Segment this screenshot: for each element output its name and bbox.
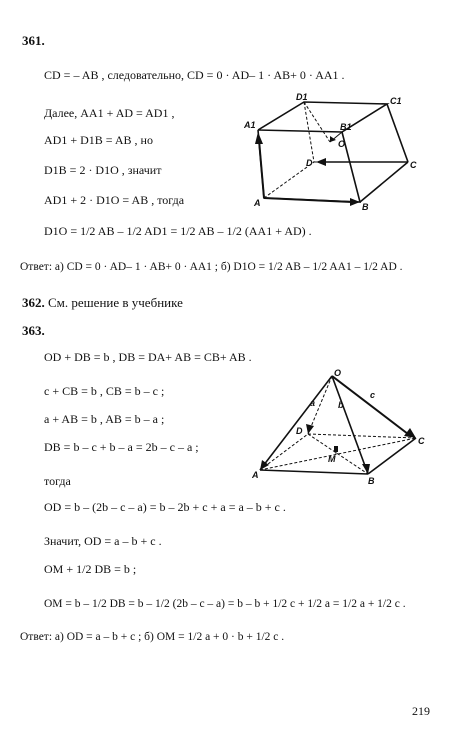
label: c [370, 390, 376, 400]
base-edge [368, 438, 416, 474]
arrow-head [306, 424, 314, 434]
base-edge [260, 470, 368, 474]
label: C1 [390, 96, 402, 106]
label: C [418, 436, 425, 446]
label: M [328, 454, 336, 464]
diagonal-db [308, 434, 368, 474]
problem-362 [22, 296, 183, 310]
vector-aa1 [259, 140, 264, 198]
pyramid-figure [252, 368, 432, 486]
answer-361: Ответ: а) CD = 0 · AD– 1 · AB+ 0 · AA1 ; б) D1O = 1/2 AB – 1/2 AA1 – 1/2 AD . [20, 261, 403, 273]
equation-line: OD + DB = b , DB = DA+ AB = CB+ AB . [44, 350, 252, 364]
label: a [310, 398, 316, 408]
equation-line: Далее, AA1 + AD = AD1 , [44, 106, 175, 120]
problem-361-number: 361. [22, 33, 45, 48]
arrow-head [316, 158, 326, 166]
label: O [338, 139, 346, 149]
equation-line: a + AB = b , AB = b – a ; [44, 412, 165, 426]
label: O [334, 368, 342, 378]
equation-line: CD = – AB , следовательно, CD = 0 · AD– 1 · AB+ 0 · AA1 . [44, 68, 345, 82]
label: A [254, 198, 261, 208]
label: D [306, 158, 313, 168]
label: B [368, 476, 375, 486]
answer-363: Ответ: а) OD = a – b + c ; б) OM = 1/2 a + 0 · b + 1/2 c . [20, 631, 285, 643]
top-face [258, 102, 387, 132]
label: B1 [340, 122, 352, 132]
label: A [252, 470, 259, 480]
equation-line: AD1 + D1B = AB , но [44, 133, 153, 147]
label: D [296, 426, 303, 436]
diagonal-d1o [304, 102, 330, 142]
equation-line: OM + 1/2 DB = b ; [44, 562, 137, 576]
arrow-head [330, 136, 336, 142]
problem-362-text: См. решение в учебнике [48, 295, 183, 310]
equation-line: OM = b – 1/2 DB = b – 1/2 (2b – c – a) = b – b + 1/2 c + 1/2 a = 1/2 a + 1/2 c . [44, 598, 406, 610]
equation-line: c + CB = b , CB = b – c ; [44, 384, 165, 398]
label: B [362, 202, 369, 212]
equation-line: DB = b – c + b – a = 2b – c – a ; [44, 440, 199, 454]
label: C [410, 160, 417, 170]
lateral-edge [260, 376, 332, 470]
hidden-edge [308, 434, 416, 438]
equation-line: OD = b – (2b – c – a) = b – 2b + c + a = a – b + c . [44, 500, 286, 514]
equation-line: D1O = 1/2 AB – 1/2 AD1 = 1/2 AB – 1/2 (AA1 + AD) . [44, 224, 312, 238]
equation-line: тогда [44, 474, 71, 488]
label: D1 [296, 92, 308, 102]
problem-363-number: 363. [22, 323, 45, 338]
parallelepiped-figure [244, 92, 424, 214]
edge [387, 104, 408, 162]
point-m [334, 446, 338, 452]
label: b [338, 400, 344, 410]
edge [360, 162, 408, 202]
equation-line: AD1 + 2 · D1O = AB , тогда [44, 193, 185, 207]
equation-line: Значит, OD = a – b + c . [44, 534, 162, 548]
equation-line: D1B = 2 · D1O , значит [44, 163, 162, 177]
label: A1 [244, 120, 256, 130]
vector-ab [264, 198, 352, 202]
page-number: 219 [412, 704, 430, 718]
problem-362-number: 362. [22, 295, 45, 310]
